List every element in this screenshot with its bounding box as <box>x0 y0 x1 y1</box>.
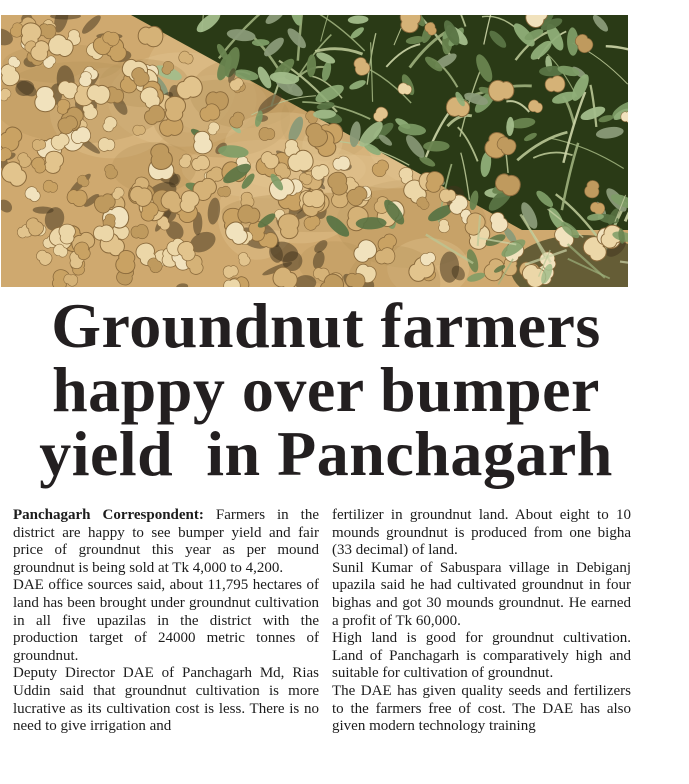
headline-line-3: yield in Panchagarh <box>39 418 613 489</box>
article-paragraph: The DAE has given quality seeds and fertilizers to the farmers free of cost. The DAE has also given modern technology training <box>332 682 631 735</box>
article-column-left <box>13 507 319 736</box>
correspondent-label: Panchagarh Correspondent: <box>13 507 204 523</box>
article-paragraph: Deputy Director DAE of Panchagarh Md, Rias Uddin said that groundnut cultivation is more lucrative as its cultivation cost is less. There is no need to give irrigation and <box>13 665 319 735</box>
article-paragraph: fertilizer in groundnut land. About eight to 10 mounds groundnut is produced from one bigha (33 decimal) of land. <box>332 507 631 559</box>
headline-line-1: Groundnut farmers <box>51 290 601 361</box>
groundnut-harvest-photo <box>1 15 628 287</box>
article-paragraph: Panchagarh Correspondent: Farmers in the district are happy to see bumper yield and fair price of groundnut this year as per mound groundnut is being sold at Tk 4,000 to 4,200. <box>13 507 319 576</box>
article-paragraph: High land is good for groundnut cultivation. Land of Panchagarh is comparatively high and suitable for cultivation of groundnut. <box>332 630 631 682</box>
headline-line-2: happy over bumper <box>52 354 600 425</box>
article-body <box>13 507 631 736</box>
article-column-right <box>332 507 631 736</box>
article-paragraph: Sunil Kumar of Sabuspara village in Debiganj upazila said he had cultivated groundnut in four bighas and got 30 mounds groundnut. He earned a profit of Tk 60,000. <box>332 559 631 629</box>
article-paragraph: DAE office sources said, about 11,795 hectares of land has been brought under groundnut cultivation in all five upazilas in the district with the production target of 24000 metric tonnes of groundnut. <box>13 577 319 664</box>
headline <box>0 290 652 489</box>
